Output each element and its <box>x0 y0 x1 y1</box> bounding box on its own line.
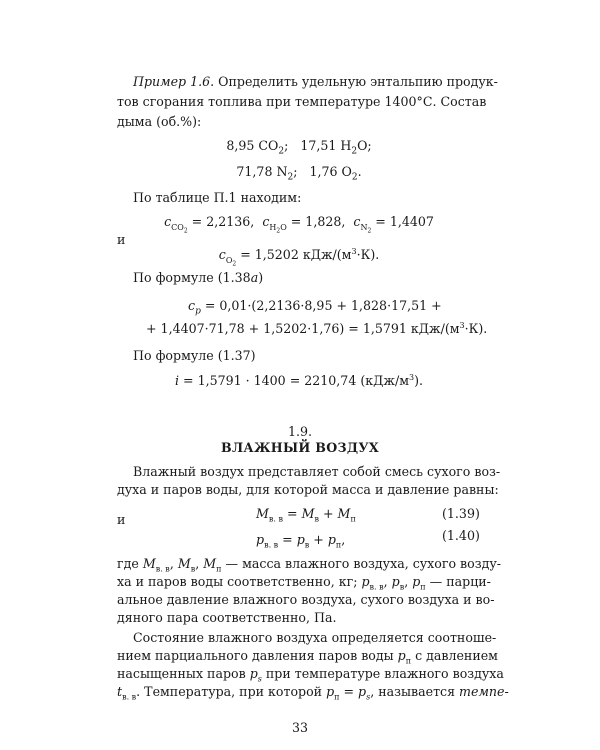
heat-capacity-line-1: $c_{CO_2} = 2,2136$, $c_{H_2O} = 1,828$, $c_{N_2} = 1,4407$ <box>164 214 434 235</box>
where-line-1: где $M_{в. в}$, $M_в$, $M_п$ — масса влажного воздуха, сухого возду- <box>117 556 501 574</box>
where-line-3: альное давление влажного воздуха, сухого воздуха и во- <box>117 592 495 607</box>
example-line-2: тов сгорания топлива при температуре 1400°С. Состав <box>117 94 487 109</box>
cp-line-1: $c_p = 0,01\cdot(2,2136\cdot 8,95 + 1,828\cdot 17,51$ + <box>188 298 442 317</box>
composition-line-1: 8,95 $CO_2$; 17,51 $H_2O$; <box>226 138 372 157</box>
state-line-1: Состояние влажного воздуха определяется соотноше- <box>133 630 497 645</box>
where-line-4: дяного пара соответственно, Па. <box>117 610 337 625</box>
state-line-3: насыщенных паров $p_s$ при температуре влажного воздуха <box>117 666 504 684</box>
intro-line-1: Влажный воздух представляет собой смесь сухого воз- <box>133 464 501 479</box>
equation-number-1-39: (1.39) <box>442 506 480 521</box>
enthalpy-result: i = 1,5791 · 1400 = 2210,74 $(кДж/м^3)$. <box>174 373 424 389</box>
intro-line-2: духа и паров воды, для которой масса и давление равны: <box>117 482 499 497</box>
heat-capacity-line-2: $c_{O_2} = 1,5202$ кДж/$(м^3\cdot К)$. <box>218 247 380 268</box>
equation-1-39: $M_{в. в} = M_в + M_п$ <box>256 506 356 524</box>
formula-reference-2: По формуле (1.37) <box>133 348 256 363</box>
section-title: ВЛАЖНЫЙ ВОЗДУХ <box>221 440 379 455</box>
where-line-2: ха и паров воды соответственно, кг; $p_{в. в}$, $p_в$, $p_п$ — парци- <box>117 574 491 592</box>
formula-reference-1: По формуле (1.38а) <box>133 270 264 285</box>
composition-line-2: 71,78 $N_2$; 1,76 $O_2$. <box>236 164 362 183</box>
conjunction-and-2: и <box>117 512 126 527</box>
cp-line-2: + 1,4407·71,78 + 1,5202·1,76) = 1,5791 кДж/$(м^3\cdot К)$. <box>146 321 488 337</box>
conjunction-and-1: и <box>117 232 126 247</box>
page-number: 33 <box>291 720 309 735</box>
equation-1-40: $p_{в. в} = p_в + p_п$, <box>256 532 346 550</box>
section-number: 1.9. <box>287 424 313 439</box>
state-line-2: нием парциального давления паров воды $p_п$ с давлением <box>117 648 498 666</box>
example-label: Пример 1.6. <box>133 74 215 89</box>
equation-number-1-40: (1.40) <box>442 528 480 543</box>
table-reference: По таблице П.1 находим: <box>133 190 302 205</box>
example-line-3: дыма (об.%): <box>117 114 202 129</box>
state-line-4: $t_{в. в}$. Температура, при которой $p_п = p_s$, называется темпе- <box>117 684 509 702</box>
example-line-1: Пример 1.6. Определить удельную энтальпию продук- <box>133 74 498 89</box>
